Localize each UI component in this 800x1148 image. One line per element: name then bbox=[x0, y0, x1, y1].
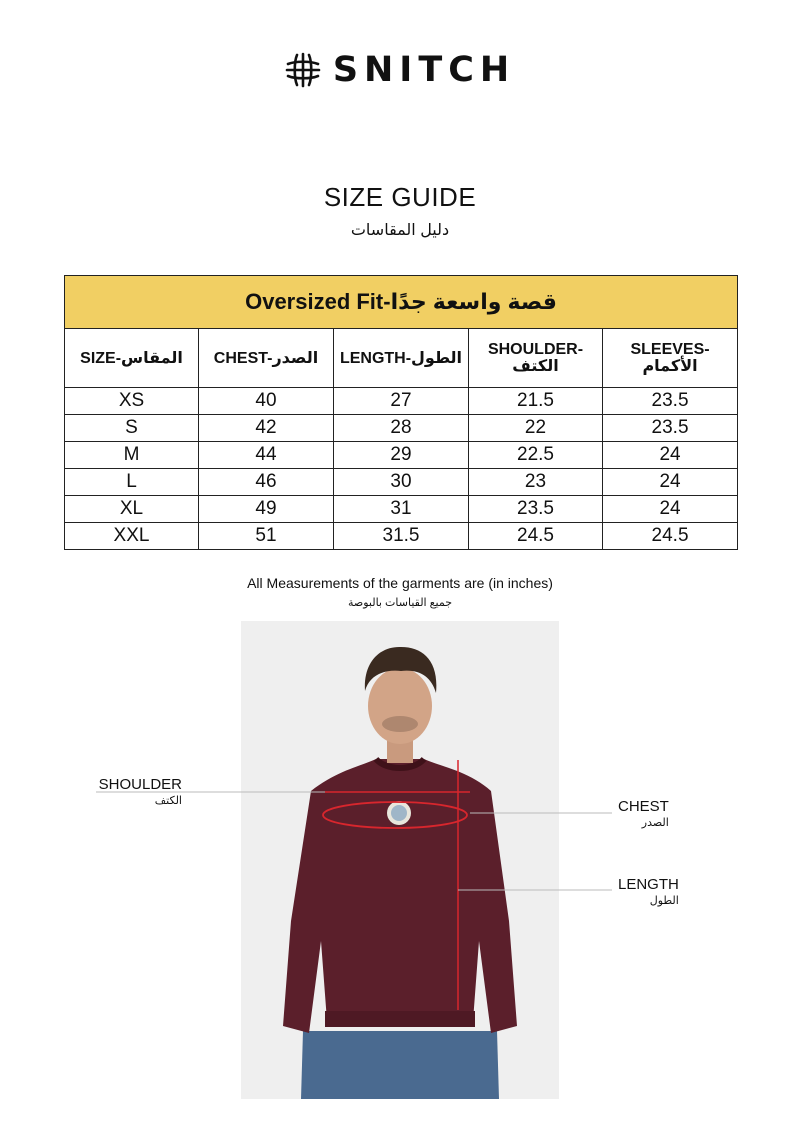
table-cell: 31.5 bbox=[334, 523, 469, 550]
table-cell: 24 bbox=[603, 442, 738, 469]
table-row bbox=[65, 469, 738, 496]
column-header-ar: الكتف bbox=[512, 358, 559, 375]
shoulder-label-en: SHOULDER bbox=[98, 776, 182, 793]
column-header bbox=[603, 329, 738, 388]
column-header-en: LENGTH- bbox=[339, 349, 412, 367]
hash-logo-icon bbox=[285, 52, 321, 88]
table-cell: 28 bbox=[334, 415, 469, 442]
chest-label-ar: الصدر bbox=[641, 817, 669, 829]
table-cell: XS bbox=[65, 388, 199, 415]
table-cell: 22 bbox=[469, 415, 603, 442]
brand-name: SNITCH bbox=[332, 50, 516, 90]
column-header-ar: الأكمام bbox=[642, 358, 698, 375]
length-label-ar: الطول bbox=[649, 895, 679, 907]
chest-label bbox=[618, 798, 669, 832]
table-cell: M bbox=[65, 442, 199, 469]
table-row bbox=[65, 415, 738, 442]
table-cell: 23.5 bbox=[603, 388, 738, 415]
table-cell: 27 bbox=[334, 388, 469, 415]
page-title: SIZE GUIDE bbox=[323, 182, 477, 212]
table-cell: 31 bbox=[334, 496, 469, 523]
shoulder-label bbox=[96, 776, 182, 810]
column-header bbox=[199, 329, 334, 388]
table-cell: XL bbox=[65, 496, 199, 523]
fit-title: Oversized Fit-قصة واسعة جدًا bbox=[65, 276, 738, 329]
table-body bbox=[65, 388, 738, 550]
column-header-en: SLEEVES- bbox=[630, 341, 710, 358]
table-cell: 42 bbox=[199, 415, 334, 442]
column-header bbox=[334, 329, 469, 388]
table-cell: 46 bbox=[199, 469, 334, 496]
jeans bbox=[301, 1031, 499, 1099]
table-cell: 40 bbox=[199, 388, 334, 415]
table-row bbox=[65, 523, 738, 550]
column-header bbox=[65, 329, 199, 388]
table-cell: 24 bbox=[603, 469, 738, 496]
column-header-en: CHEST- bbox=[213, 349, 273, 367]
table-cell: 21.5 bbox=[469, 388, 603, 415]
table-row bbox=[65, 388, 738, 415]
table-cell: 29 bbox=[334, 442, 469, 469]
table-cell: L bbox=[65, 469, 199, 496]
column-header-en: SHOULDER- bbox=[487, 341, 584, 358]
table-cell: 44 bbox=[199, 442, 334, 469]
column-header-ar: الطول bbox=[411, 349, 463, 367]
table-row bbox=[65, 442, 738, 469]
column-header-ar: الصدر bbox=[272, 349, 319, 367]
brand-logo bbox=[0, 50, 800, 90]
table-cell: 23.5 bbox=[603, 415, 738, 442]
table-cell: 30 bbox=[334, 469, 469, 496]
table-cell: 22.5 bbox=[469, 442, 603, 469]
table-cell: 23.5 bbox=[469, 496, 603, 523]
table-cell: 24.5 bbox=[469, 523, 603, 550]
table-cell: 24.5 bbox=[603, 523, 738, 550]
column-header-en: SIZE- bbox=[80, 349, 122, 367]
column-header-ar: المقاس bbox=[121, 349, 183, 367]
sweatshirt-hem bbox=[325, 1011, 475, 1027]
shoulder-label-ar: الكتف bbox=[154, 795, 182, 807]
table-cell: S bbox=[65, 415, 199, 442]
column-header bbox=[469, 329, 603, 388]
size-table bbox=[64, 275, 738, 550]
face bbox=[368, 668, 432, 744]
table-cell: 24 bbox=[603, 496, 738, 523]
length-label-en: LENGTH bbox=[618, 876, 679, 893]
table-cell: 51 bbox=[199, 523, 334, 550]
measurement-note: All Measurements of the garments are (in inches) bbox=[247, 575, 553, 591]
table-header-row bbox=[65, 329, 738, 388]
length-label bbox=[618, 876, 679, 910]
table-cell: 23 bbox=[469, 469, 603, 496]
table-cell: XXL bbox=[65, 523, 199, 550]
table-row bbox=[65, 496, 738, 523]
page-title-arabic: دليل المقاسات bbox=[350, 222, 450, 239]
chest-label-en: CHEST bbox=[618, 798, 669, 815]
measurement-note-arabic: جميع القياسات بالبوصة bbox=[347, 597, 453, 609]
table-cell: 49 bbox=[199, 496, 334, 523]
model-photo bbox=[241, 621, 559, 1099]
